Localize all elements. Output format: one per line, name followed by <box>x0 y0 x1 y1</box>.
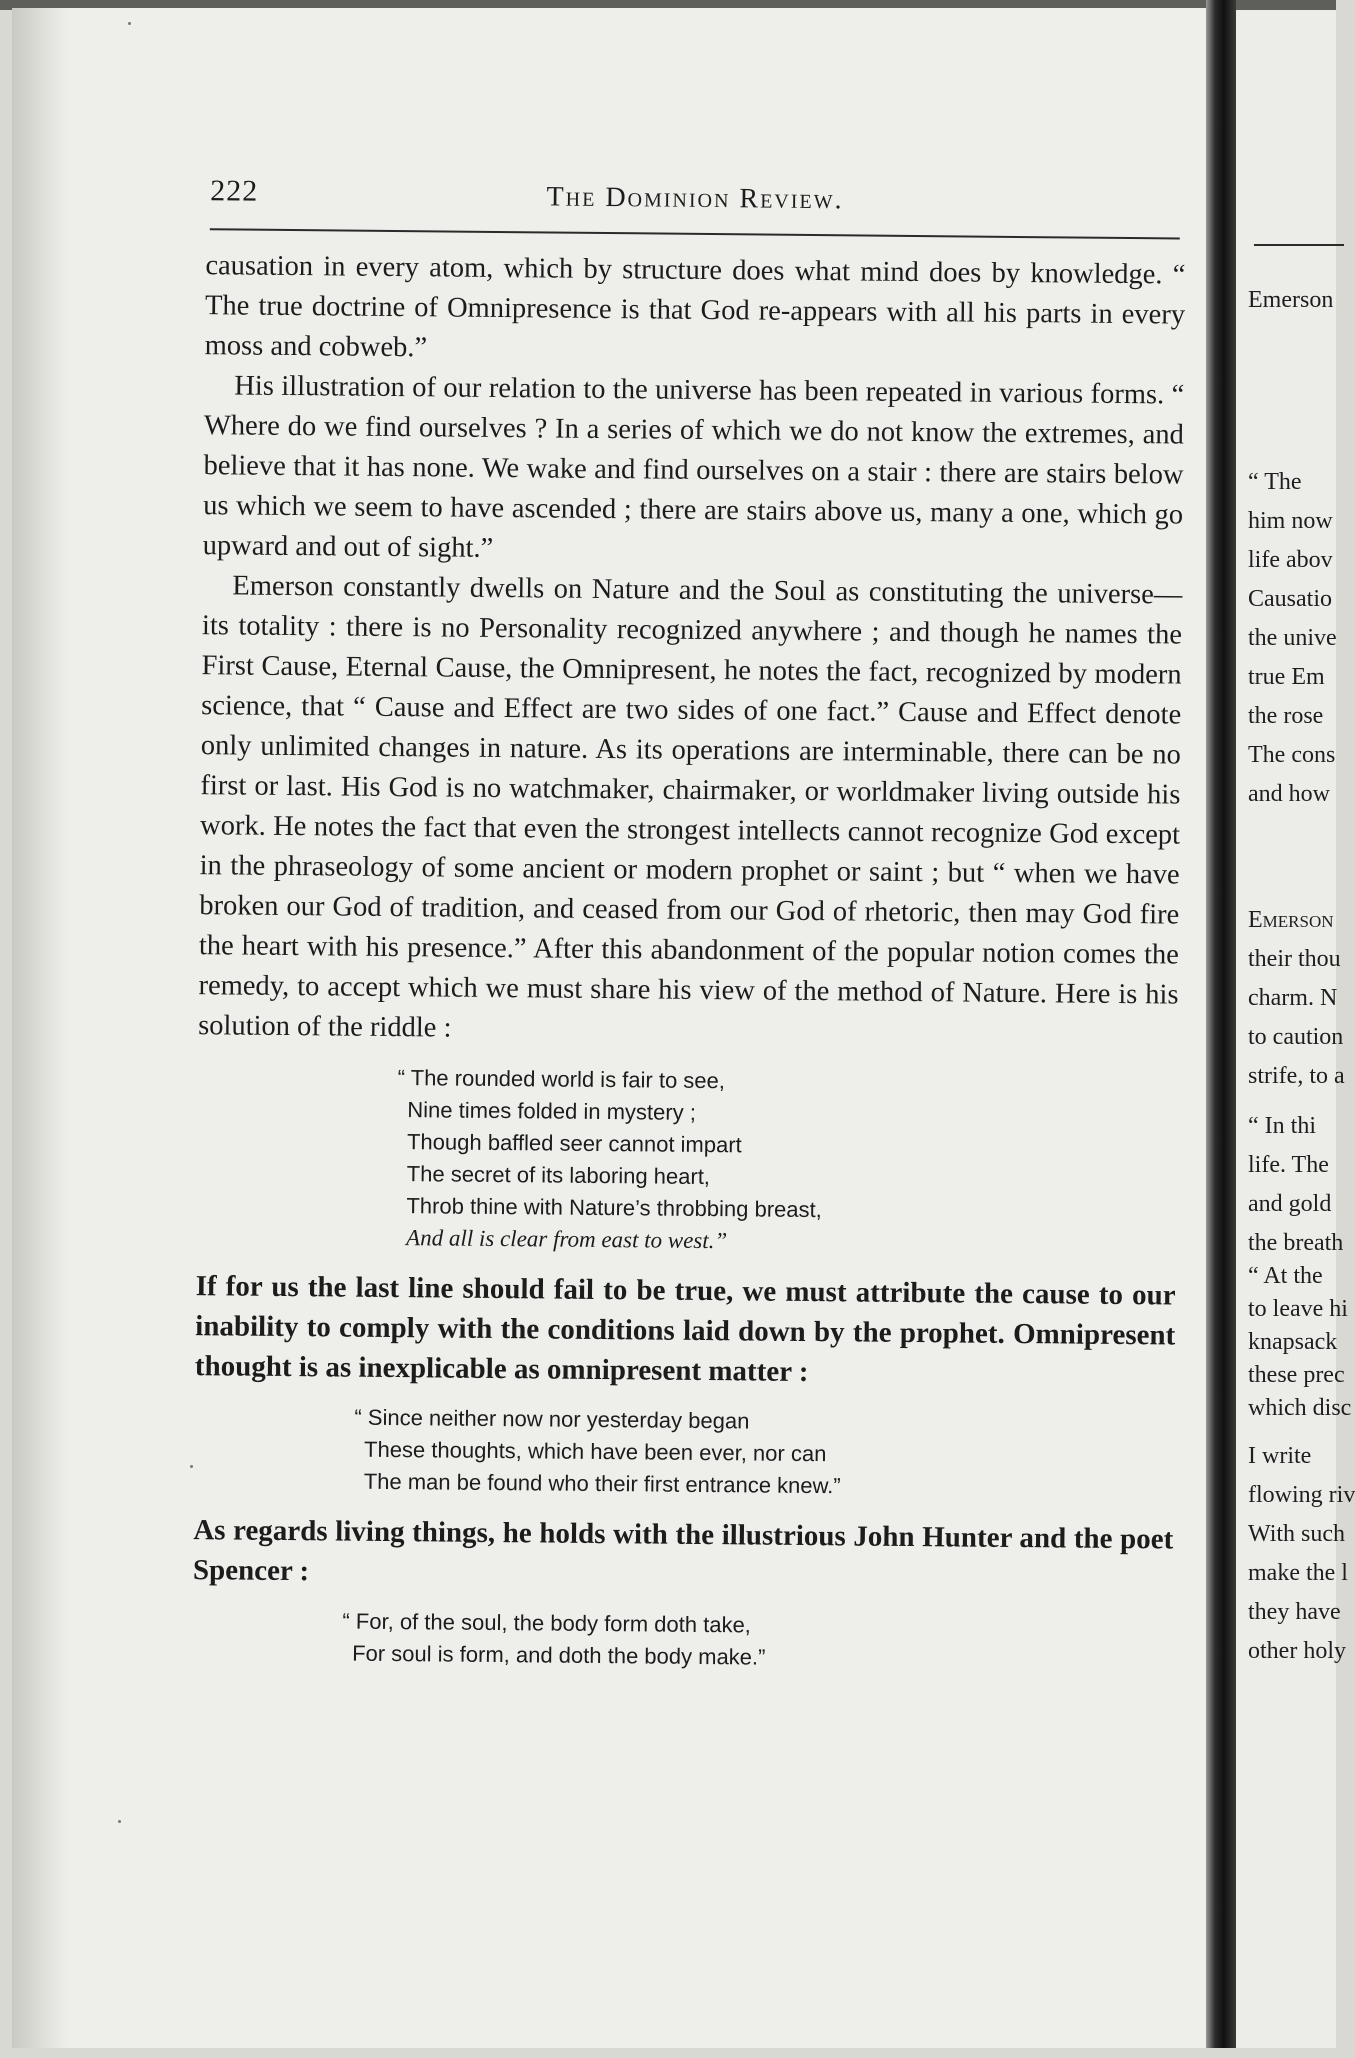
paragraph: As regards living things, he holds with the illustrious John Hunter and the poet Spencer : <box>192 1514 1174 1588</box>
facing-line: to leave hi <box>1248 1296 1348 1322</box>
facing-line: make the l <box>1248 1560 1348 1586</box>
verse-line: The man be found who their first entrance knew.” <box>363 1468 841 1499</box>
scan-speck <box>128 22 131 25</box>
paragraph: Emerson constantly dwells on Nature and the Soul as constituting the universe—its totality : there is no Personality recognized anywhere ; and though he names the First Cause, Eternal Cause, the Omnipresent, he notes the fact, recognized by modern science, that “ Cause and Effect are two sides of one fact.” Cause and Effect denote only unlimited changes in nature. As its operations are interminable, there can be no first or last. His God is no watchmaker, chairmaker, or worldmaker living outside his work. He notes the fact that even the strongest intellects cannot recognize God except in the phraseology of some ancient or modern prophet or saint ; but “ when we have broken our God of tradition, and ceased from our God of rhetoric, then may God fire the heart with his presence.” After this abandonment of the popular notion comes the remedy, to accept which we must share his view of the method of Nature. Here is his solution of the riddle : <box>198 570 1183 1044</box>
running-title: The Dominion Review. <box>546 181 844 216</box>
book-gutter <box>1206 0 1236 2048</box>
verse-line: Throb thine with Nature’s throbbing breast, <box>406 1193 822 1223</box>
facing-line: life abov <box>1248 547 1333 573</box>
facing-line: life. The <box>1248 1152 1329 1178</box>
scan-speck <box>118 1820 121 1823</box>
facing-line: and gold <box>1248 1191 1332 1217</box>
verse-line: “ The rounded world is fair to see, <box>397 1065 726 1094</box>
facing-line: these prec <box>1248 1362 1345 1388</box>
facing-line: other holy <box>1248 1638 1346 1664</box>
facing-header-rule <box>1254 244 1344 246</box>
facing-line: and how <box>1248 781 1330 807</box>
verse-line: “ Since neither now nor yesterday began <box>354 1404 750 1434</box>
facing-line: him now <box>1248 508 1333 534</box>
verse-line: And all is clear from east to west.” <box>406 1225 728 1254</box>
verse-line: “ For, of the soul, the body form doth take, <box>342 1608 752 1638</box>
facing-line: I write <box>1248 1443 1312 1469</box>
facing-line: true Em <box>1248 664 1325 690</box>
facing-line: With such <box>1248 1521 1346 1547</box>
verse-line: The secret of its laboring heart, <box>406 1161 711 1190</box>
facing-line: the unive <box>1248 625 1337 651</box>
verse-block <box>192 1604 1173 1677</box>
facing-line: The cons <box>1248 742 1336 768</box>
facing-line: “ The <box>1248 469 1302 495</box>
left-page-shadow <box>12 8 70 2048</box>
verse-block <box>196 1060 1178 1261</box>
facing-line: strife, to a <box>1248 1063 1345 1089</box>
paragraph: If for us the last line should fail to be true, we must attribute the cause to our inability to comply with the conditions laid down by the prophet. Omnipresent thought is as inexplicable as omnipresent matter : <box>194 1270 1176 1388</box>
facing-line: “ In thi <box>1248 1113 1316 1139</box>
facing-line: Emerson <box>1248 907 1334 933</box>
paragraph: causation in every atom, which by structure does what mind does by knowledge. “ The true doctrine of Omnipresence is that God re-appears with all his parts in every moss and cobweb.” <box>204 250 1186 364</box>
facing-line: they have <box>1248 1599 1341 1625</box>
facing-line: charm. N <box>1248 985 1338 1011</box>
verse-line: Nine times folded in mystery ; <box>407 1097 697 1125</box>
facing-line: Emerson <box>1248 287 1334 313</box>
verse-block <box>194 1400 1175 1505</box>
page-number: 222 <box>210 174 259 208</box>
facing-page <box>1236 0 1355 2048</box>
verse-line: These thoughts, which have been ever, nor can <box>363 1436 827 1467</box>
scan-speck <box>190 1465 193 1468</box>
facing-line: “ At the <box>1248 1263 1323 1289</box>
paragraph: His illustration of our relation to the universe has been repeated in various forms. “ Where do we find ourselves ? In a series of which we do not know the extremes, and believe that it has none. We wake and find ourselves on a stair : there are stairs below us which we seem to have ascended ; there are stairs above us, many a one, which go upward and out of sight.” <box>202 370 1185 564</box>
facing-line: to caution <box>1248 1024 1344 1050</box>
facing-line: flowing riv <box>1248 1482 1355 1508</box>
facing-line: knapsack <box>1248 1329 1338 1355</box>
facing-line: the breath <box>1248 1230 1344 1256</box>
body-text <box>192 246 1186 1691</box>
facing-line: the rose <box>1248 703 1324 729</box>
facing-line: which disc <box>1248 1395 1352 1421</box>
verse-line: For soul is form, and doth the body make.” <box>352 1640 766 1670</box>
facing-line: their thou <box>1248 946 1341 972</box>
page-content <box>170 0 1188 2057</box>
verse-line: Though baffled seer cannot impart <box>406 1129 742 1158</box>
facing-line: Causatio <box>1248 586 1332 612</box>
